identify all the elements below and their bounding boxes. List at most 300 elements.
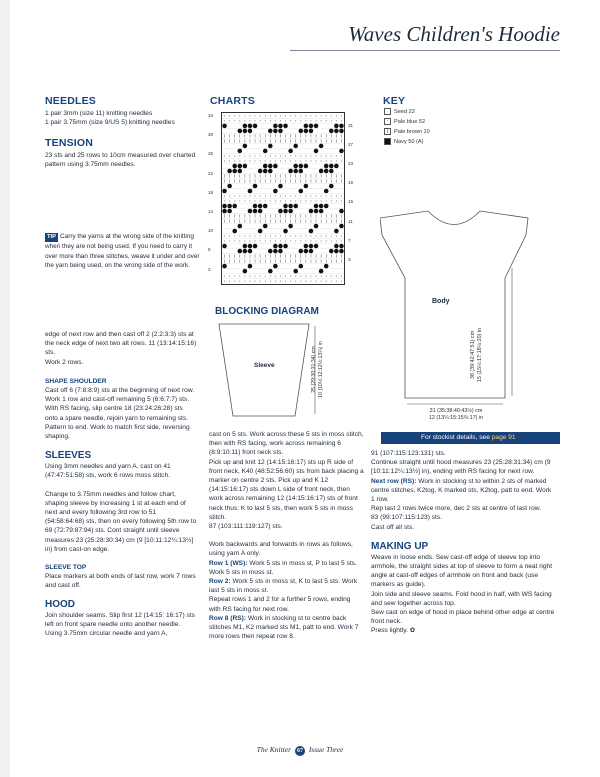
chart-stitch xyxy=(224,281,225,282)
chart-stitch xyxy=(341,236,342,237)
chart-stitch xyxy=(293,164,298,169)
chart-stitch xyxy=(321,196,322,197)
chart-stitch xyxy=(329,164,334,169)
chart-stitch xyxy=(299,129,304,134)
chart-stitch xyxy=(314,124,319,129)
tip-badge: TIP xyxy=(45,233,58,242)
page-edge-strip xyxy=(0,0,10,777)
chart-stitch xyxy=(299,264,304,269)
chart-stitch xyxy=(316,115,317,116)
chart-stitch xyxy=(339,129,344,134)
chart-stitch xyxy=(341,241,342,242)
page-title: Waves Children's Hoodie xyxy=(348,22,560,46)
chart-stitch xyxy=(280,155,281,156)
chart-stitch xyxy=(244,201,245,202)
chart-stitch xyxy=(341,155,342,156)
chart-stitch xyxy=(275,155,276,156)
chart-stitch xyxy=(239,236,240,237)
chart-stitch xyxy=(299,249,304,254)
needles-heading: NEEDLES xyxy=(45,95,96,107)
chart-stitch xyxy=(243,124,248,129)
chart-stitch xyxy=(238,129,243,134)
chart-stitch xyxy=(324,164,329,169)
chart-stitch xyxy=(319,204,324,209)
sleeve-label: Sleeve xyxy=(254,362,275,369)
chart-stitch xyxy=(304,164,309,169)
chart-stitch xyxy=(255,155,256,156)
chart-row-number: 3 xyxy=(348,256,351,262)
chart-stitch xyxy=(329,169,334,174)
chart-stitch xyxy=(265,241,266,242)
chart-stitch xyxy=(280,241,281,242)
chart-row-number xyxy=(208,275,213,285)
chart-stitch xyxy=(314,244,319,249)
chart-stitch xyxy=(268,144,273,149)
chart-stitch xyxy=(283,229,288,234)
chart-stitch xyxy=(334,124,339,129)
chart-stitch xyxy=(263,224,268,229)
chart-stitch xyxy=(310,115,311,116)
chart-stitch xyxy=(253,209,258,214)
chart-stitch xyxy=(319,144,324,149)
chart-stitch xyxy=(331,120,332,121)
chart-stitch xyxy=(278,244,283,249)
tension-text: 23 sts and 25 rows to 10cm measured over charted pattern using 3.75mm needles. xyxy=(45,152,196,169)
chart-stitch xyxy=(255,241,256,242)
chart-stitch xyxy=(234,196,235,197)
chart-stitch xyxy=(249,155,250,156)
chart-stitch xyxy=(244,236,245,237)
chart-stitch xyxy=(310,201,311,202)
chart-row-numbers-right xyxy=(348,112,353,285)
chart-stitch xyxy=(280,196,281,197)
chart-stitch xyxy=(275,281,276,282)
chart-stitch xyxy=(243,244,248,249)
chart-stitch xyxy=(248,129,253,134)
key-swatch xyxy=(384,138,391,145)
chart-stitch xyxy=(243,164,248,169)
chart-row-number xyxy=(208,218,213,228)
key-swatch: · xyxy=(384,118,391,125)
key-item-pale-blue: · Pale blue 52 xyxy=(384,118,425,125)
chart-stitch xyxy=(224,120,225,121)
chart-stitch xyxy=(336,196,337,197)
chart-stitch xyxy=(295,115,296,116)
chart-stitch xyxy=(321,115,322,116)
chart-stitch xyxy=(290,196,291,197)
chart-stitch xyxy=(305,236,306,237)
chart-stitch xyxy=(270,276,271,277)
stockist-banner: For stockist details, see page 91 xyxy=(381,432,560,444)
chart-stitch xyxy=(290,276,291,277)
chart-stitch xyxy=(243,249,248,254)
key-item-seed: Seed 22 xyxy=(384,108,415,115)
chart-stitch xyxy=(288,209,293,214)
page-footer: The Knitter 67 Issue Three xyxy=(256,745,344,754)
chart-stitch xyxy=(249,241,250,242)
chart-stitch xyxy=(300,115,301,116)
chart-stitch xyxy=(305,201,306,202)
chart-stitch xyxy=(265,281,266,282)
chart-stitch xyxy=(229,160,230,161)
chart-stitch xyxy=(285,201,286,202)
chart-stitch xyxy=(222,264,227,269)
chart-row-number: 27 xyxy=(348,141,354,147)
chart-stitch xyxy=(258,209,263,214)
chart-stitch xyxy=(280,276,281,277)
chart-stitch xyxy=(293,169,298,174)
chart-stitch xyxy=(255,201,256,202)
chart-stitch xyxy=(260,236,261,237)
chart-stitch xyxy=(253,244,258,249)
chart-stitch xyxy=(288,149,293,154)
shape-shoulder-heading: SHAPE SHOULDER xyxy=(45,377,107,385)
chart-stitch xyxy=(232,204,237,209)
chart-row-number: 14 xyxy=(208,208,214,214)
chart-stitch xyxy=(336,236,337,237)
chart-stitch xyxy=(239,115,240,116)
chart-stitch xyxy=(234,115,235,116)
colourwork-chart xyxy=(221,112,345,285)
chart-stitch xyxy=(304,129,309,134)
chart-stitch xyxy=(283,209,288,214)
chart-stitch xyxy=(336,281,337,282)
chart-stitch xyxy=(265,196,266,197)
chart-stitch xyxy=(290,160,291,161)
sleeve-length-dimension: 25 (29:30:31:34) cm 10 (10½:12:12½:13¼) in xyxy=(311,341,324,398)
key-heading: KEY xyxy=(383,95,406,107)
chart-stitch xyxy=(255,281,256,282)
chart-stitch xyxy=(300,160,301,161)
chart-stitch xyxy=(290,281,291,282)
chart-stitch xyxy=(232,164,237,169)
making-up-heading: MAKING UP xyxy=(371,540,429,552)
chart-stitch xyxy=(270,155,271,156)
sleeve-top-heading: SLEEVE TOP xyxy=(45,564,87,572)
chart-stitch xyxy=(305,196,306,197)
chart-stitch xyxy=(310,155,311,156)
chart-stitch xyxy=(239,196,240,197)
chart-stitch xyxy=(309,229,314,234)
chart-stitch xyxy=(329,184,334,189)
chart-stitch xyxy=(336,241,337,242)
chart-stitch xyxy=(321,241,322,242)
chart-stitch xyxy=(224,155,225,156)
chart-stitch xyxy=(324,264,329,269)
chart-stitch xyxy=(321,281,322,282)
chart-stitch xyxy=(331,236,332,237)
chart-stitch xyxy=(263,169,268,174)
chart-stitch xyxy=(229,236,230,237)
chart-stitch xyxy=(243,144,248,149)
chart-row-number xyxy=(348,189,353,199)
chart-stitch xyxy=(309,124,314,129)
chart-stitch xyxy=(255,115,256,116)
chart-stitch xyxy=(309,129,314,134)
chart-row-number xyxy=(348,266,353,276)
chart-row-number xyxy=(208,141,213,151)
chart-stitch xyxy=(280,160,281,161)
chart-stitch xyxy=(244,160,245,161)
chart-stitch xyxy=(227,204,232,209)
chart-row-number: 7 xyxy=(348,237,351,243)
chart-stitch xyxy=(275,236,276,237)
chart-stitch xyxy=(224,201,225,202)
chart-stitch xyxy=(227,169,232,174)
chart-stitch xyxy=(229,241,230,242)
chart-stitch xyxy=(278,129,283,134)
chart-stitch xyxy=(265,201,266,202)
chart-stitch xyxy=(222,209,227,214)
chart-stitch xyxy=(336,120,337,121)
chart-stitch xyxy=(334,164,339,169)
chart-stitch xyxy=(270,241,271,242)
chart-stitch xyxy=(222,244,227,249)
chart-stitch xyxy=(244,276,245,277)
chart-stitch xyxy=(304,249,309,254)
chart-stitch xyxy=(263,164,268,169)
chart-stitch xyxy=(234,155,235,156)
chart-stitch xyxy=(275,160,276,161)
chart-stitch xyxy=(248,209,253,214)
chart-stitch xyxy=(316,160,317,161)
key-item-pale-brown: | Pale brown 10 xyxy=(384,128,430,135)
chart-stitch xyxy=(295,241,296,242)
chart-stitch xyxy=(278,249,283,254)
chart-stitch xyxy=(324,204,329,209)
chart-stitch xyxy=(331,155,332,156)
chart-stitch xyxy=(336,201,337,202)
chart-stitch xyxy=(295,160,296,161)
chart-row-number: 30 xyxy=(208,132,214,138)
chart-stitch xyxy=(253,184,258,189)
chart-stitch xyxy=(268,249,273,254)
chart-stitch xyxy=(239,120,240,121)
chart-stitch xyxy=(239,241,240,242)
chart-stitch xyxy=(300,155,301,156)
body-width-dimension: 31 (35:38:40:43½) cm 12 (13¼:15:15¾:17) in xyxy=(428,408,484,421)
chart-stitch xyxy=(326,115,327,116)
chart-stitch xyxy=(260,120,261,121)
chart-stitch xyxy=(238,249,243,254)
chart-stitch xyxy=(331,115,332,116)
tip-box xyxy=(45,232,200,271)
chart-stitch xyxy=(290,115,291,116)
chart-stitch xyxy=(265,160,266,161)
chart-stitch xyxy=(288,169,293,174)
chart-stitch xyxy=(229,201,230,202)
chart-stitch xyxy=(305,276,306,277)
chart-stitch xyxy=(255,160,256,161)
chart-stitch xyxy=(273,124,278,129)
stockist-link[interactable]: page 91 xyxy=(491,434,516,441)
chart-stitch xyxy=(273,249,278,254)
chart-stitch xyxy=(273,264,278,269)
chart-stitch xyxy=(273,189,278,194)
chart-stitch xyxy=(270,120,271,121)
chart-stitch xyxy=(248,249,253,254)
chart-stitch xyxy=(336,115,337,116)
chart-stitch xyxy=(255,236,256,237)
chart-row-number xyxy=(348,131,353,141)
chart-stitch xyxy=(339,209,344,214)
chart-stitch xyxy=(341,276,342,277)
chart-stitch xyxy=(339,249,344,254)
chart-stitch xyxy=(283,124,288,129)
chart-stitch xyxy=(260,115,261,116)
chart-stitch xyxy=(275,201,276,202)
chart-stitch xyxy=(285,236,286,237)
chart-stitch xyxy=(285,120,286,121)
chart-stitch xyxy=(295,120,296,121)
chart-stitch xyxy=(283,204,288,209)
chart-stitch xyxy=(275,115,276,116)
chart-stitch xyxy=(249,120,250,121)
key-swatch xyxy=(384,108,391,115)
chart-stitch xyxy=(316,201,317,202)
chart-stitch xyxy=(227,209,232,214)
chart-stitch xyxy=(232,169,237,174)
chart-stitch xyxy=(329,249,334,254)
chart-stitch xyxy=(270,115,271,116)
chart-row-number: 31 xyxy=(348,122,354,128)
chart-stitch xyxy=(285,276,286,277)
chart-stitch xyxy=(270,201,271,202)
chart-stitch xyxy=(290,201,291,202)
chart-stitch xyxy=(331,201,332,202)
chart-stitch xyxy=(249,115,250,116)
chart-stitch xyxy=(229,115,230,116)
chart-stitch xyxy=(224,115,225,116)
chart-stitch xyxy=(305,155,306,156)
chart-stitch xyxy=(310,241,311,242)
chart-stitch xyxy=(263,149,268,154)
chart-stitch xyxy=(265,120,266,121)
chart-stitch xyxy=(295,281,296,282)
chart-stitch xyxy=(321,236,322,237)
chart-stitch xyxy=(331,276,332,277)
chart-stitch xyxy=(326,196,327,197)
chart-stitch xyxy=(336,155,337,156)
chart-stitch xyxy=(275,196,276,197)
chart-row-number xyxy=(348,170,353,180)
chart-stitch xyxy=(224,276,225,277)
needles-list xyxy=(45,109,205,127)
chart-stitch xyxy=(341,120,342,121)
column-1: edge of next row and then cast off 2 (2:2:3:3) sts at the neck edge of next two alt rows. 11 (13:14:15:16) sts. Work 2 rows. SHAPE SHOULDER Cast off 6 (7:8:8:9) sts at the beginning of next row. Work 1 row and cast-off remaining 5 (6:6:7:7) sts. With RS facing, slip centre 18 (23:24:26:28) sts onto a spare needle, rejoin yarn to remaining sts. Pattern to end. Work to match first side, reversing shaping. SLEEVES Using 3mm needles and yarn A, cast on 41 (47:47:51:58) sts, work 6 rows moss stitch. Change to 3.75mm needles and follow chart, shaping sleeve by increasing 1 st at each end of next and every following 3rd row to 51 (54:58:64:68) sts, then on every following 5th row to 69 (72:79:87:94) sts. Cont straight until sleeve measures 23 (25:28:30:34) cm (9 [10:11:12¼:13½] in) from cast-on edge. SLEEVE TOP Place markers at both ends of last row, work 7 rows and cast off. HOOD Join shoulder seams. Slip first 12 (14:15: 16:17) sts left on front spare needle onto another needle. Using 3.75mm circular needle and yarn A, xyxy=(45,331,197,638)
chart-stitch xyxy=(299,169,304,174)
chart-stitch xyxy=(305,115,306,116)
chart-stitch xyxy=(249,236,250,237)
chart-stitch xyxy=(316,196,317,197)
blocking-diagram-heading: BLOCKING DIAGRAM xyxy=(215,306,319,317)
chart-stitch xyxy=(319,169,324,174)
chart-stitch xyxy=(285,155,286,156)
chart-stitch xyxy=(321,120,322,121)
chart-stitch xyxy=(238,169,243,174)
chart-stitch xyxy=(248,189,253,194)
chart-stitch xyxy=(305,160,306,161)
chart-stitch xyxy=(341,201,342,202)
chart-row-number: 26 xyxy=(208,151,214,157)
chart-stitch xyxy=(229,276,230,277)
chart-stitch xyxy=(244,281,245,282)
chart-stitch xyxy=(316,241,317,242)
chart-stitch xyxy=(341,196,342,197)
chart-stitch xyxy=(329,129,334,134)
chart-stitch xyxy=(243,129,248,134)
chart-stitch xyxy=(248,244,253,249)
key-swatch: | xyxy=(384,128,391,135)
chart-stitch xyxy=(316,120,317,121)
chart-stitch xyxy=(326,241,327,242)
chart-row-number xyxy=(348,150,353,160)
chart-stitch xyxy=(339,224,344,229)
chart-stitch xyxy=(260,276,261,277)
chart-stitch xyxy=(299,189,304,194)
chart-stitch xyxy=(253,124,258,129)
chart-stitch xyxy=(280,236,281,237)
chart-row-number xyxy=(208,256,213,266)
chart-stitch xyxy=(300,241,301,242)
chart-stitch xyxy=(299,164,304,169)
chart-stitch xyxy=(321,276,322,277)
chart-stitch xyxy=(234,236,235,237)
chart-stitch xyxy=(316,281,317,282)
chart-stitch xyxy=(290,241,291,242)
chart-stitch xyxy=(265,155,266,156)
chart-stitch xyxy=(331,160,332,161)
chart-stitch xyxy=(326,155,327,156)
chart-stitch xyxy=(273,129,278,134)
chart-stitch xyxy=(321,155,322,156)
chart-row-number: 15 xyxy=(348,199,354,205)
chart-stitch xyxy=(224,241,225,242)
chart-stitch xyxy=(234,120,235,121)
chart-stitch xyxy=(310,276,311,277)
chart-stitch xyxy=(229,281,230,282)
key-item-navy: Navy 50 (A) xyxy=(384,138,424,145)
chart-stitch xyxy=(253,204,258,209)
chart-stitch xyxy=(239,155,240,156)
chart-row-number xyxy=(348,227,353,237)
chart-stitch xyxy=(285,196,286,197)
chart-stitch xyxy=(334,229,339,234)
chart-stitch xyxy=(229,120,230,121)
chart-stitch xyxy=(244,155,245,156)
chart-row-number: 19 xyxy=(348,180,354,186)
chart-stitch xyxy=(285,241,286,242)
tension-heading: TENSION xyxy=(45,137,94,149)
chart-stitch xyxy=(273,164,278,169)
chart-stitch xyxy=(275,241,276,242)
chart-stitch xyxy=(310,281,311,282)
chart-stitch xyxy=(234,201,235,202)
chart-stitch xyxy=(293,269,298,274)
chart-stitch xyxy=(238,164,243,169)
chart-stitch xyxy=(314,209,319,214)
chart-stitch xyxy=(310,236,311,237)
chart-stitch xyxy=(260,201,261,202)
chart-stitch xyxy=(268,164,273,169)
column-3: 91 (107:115:123:131) sts. Continue straight until hood measures 23 (25:28:31:34) cm (9 [10:11:12¼:13½] in), ending with RS facing for next row. Next row (RS): Work in stocking st to within 2 sts of marked centre stitches, K2tog, K marked sts, K2tog, patt to end. Work 1 row. Rep last 2 rows twice more, dec 2 sts at centre of last row. 83 (99:107:115:123) sts. Cast off all sts. MAKING UP Weave in loose ends. Sew cast-off edge of sleeve top into armhole, the straight sides at top of sleeve to form a neat right angle at cast-off edges of armhole on front and back (use markers as guide). Join side and sleeve seams. Fold hood in half, with WS facing and sew together across top. Sew cast on edge of hood in place behind other edge at centre front neck. Press lightly. ✿ xyxy=(371,450,555,635)
chart-stitch xyxy=(334,129,339,134)
page-number: 67 xyxy=(296,748,303,754)
chart-stitch xyxy=(305,120,306,121)
chart-row-number xyxy=(208,122,213,132)
chart-stitch xyxy=(260,281,261,282)
chart-stitch xyxy=(280,120,281,121)
